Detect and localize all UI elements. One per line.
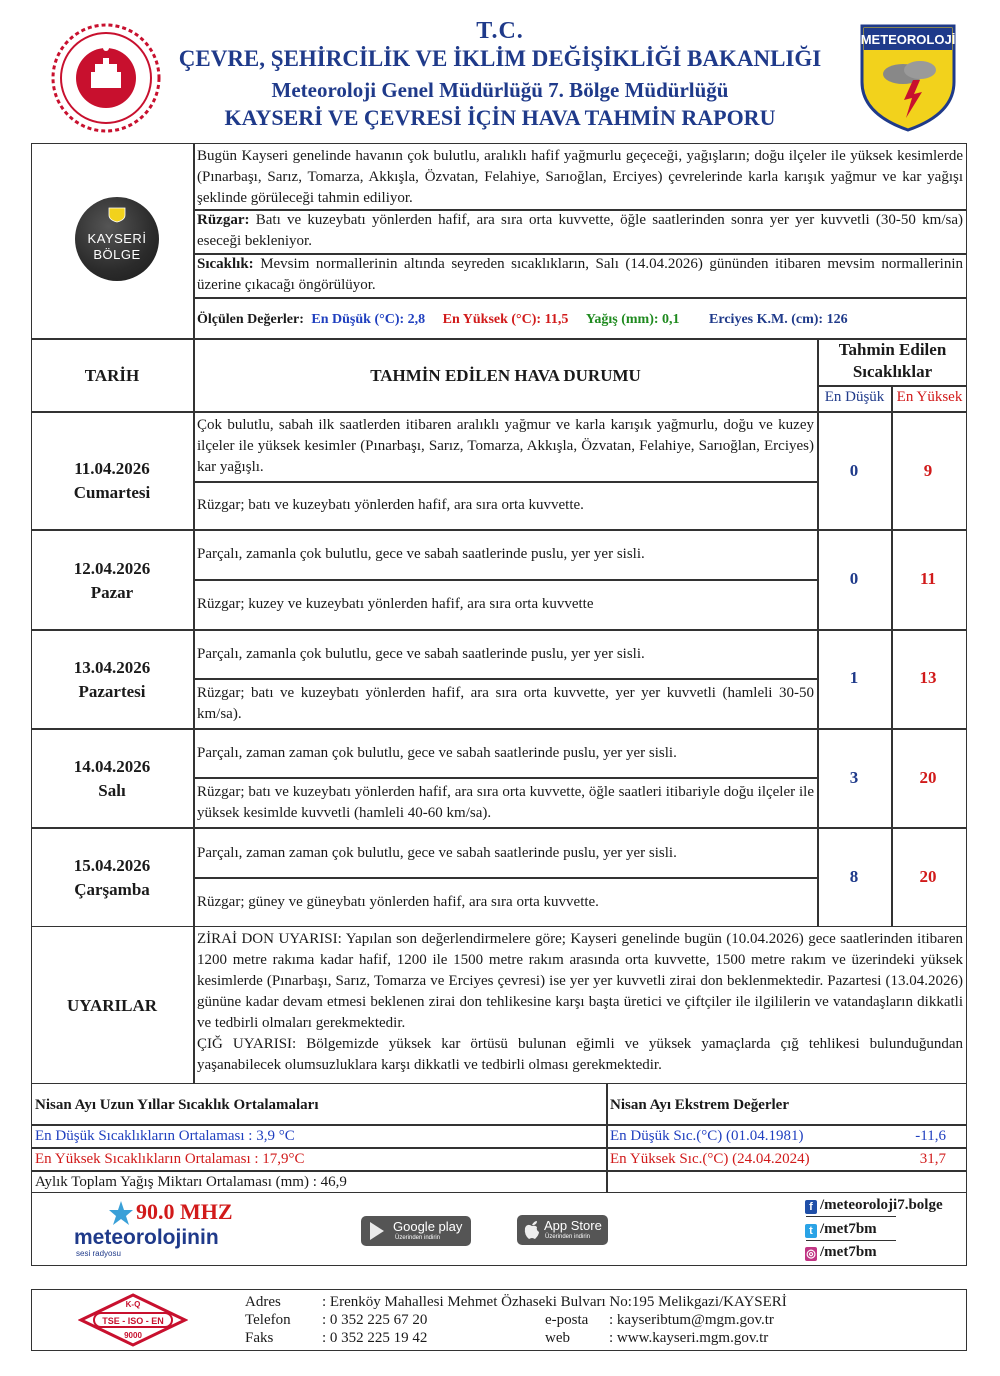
- kayseri-bolge-badge: [75, 197, 159, 281]
- header-tc: T.C.: [476, 18, 524, 44]
- stats-left-title: Nisan Ayı Uzun Yıllar Sıcaklık Ortalamaları: [35, 1097, 319, 1113]
- fax-label: Faks: [245, 1330, 274, 1346]
- summary-general: Bugün Kayseri genelinde havanın çok bulutlu, aralıklı hafif yağmurlu geçeceği, yağışların; doğu ilçeler ile yüksek kesimlerde (Pınarbaşı, Sarız, Tomarza, Akkışla, Özvatan, Felahiye, Sarıoğlan, Erciyes) çevrelerinde karla karışık yağmur ve kar yağışı şeklinde görüleceği tahmin ediliyor.: [197, 148, 963, 206]
- phone-label: Telefon: [245, 1312, 291, 1328]
- day2-weather: Parçalı, zamanla çok bulutlu, gece ve sabah saatlerinde puslu, yer yer sisli.: [197, 546, 645, 562]
- day3-wind: Rüzgar; batı ve kuzeybatı yönlerden hafif, ara sıra orta kuvvette, yer yer kuvvetli (hamleli 30-50 km/sa).: [197, 685, 814, 722]
- app-store-sub: Üzerinden indirin: [545, 1234, 591, 1240]
- day4-wind: Rüzgar; batı ve kuzeybatı yönlerden hafif, ara sıra orta kuvvette, öğle saatleri itibariyle doğu ilçeler ile yüksek kesimlde kuvvetli (hamleli 40-60 km/sa).: [197, 784, 814, 821]
- col-min: En Düşük: [824, 389, 885, 405]
- day5-weather: Parçalı, zaman zaman çok bulutlu, gece ve sabah saatlerinde puslu, yer yer sisli.: [197, 845, 677, 861]
- day3-weather: Parçalı, zamanla çok bulutlu, gece ve sabah saatlerinde puslu, yer yer sisli.: [197, 646, 645, 662]
- day4-date: 14.04.2026: [73, 757, 151, 776]
- google-play-icon: [368, 1221, 386, 1241]
- day3-max: 13: [919, 668, 937, 687]
- measured-max-label: En Yüksek (°C):: [442, 312, 542, 327]
- meteoroloji-logo-text: METEOROLOJİ: [860, 32, 956, 47]
- facebook-icon: f: [805, 1200, 817, 1214]
- stats-right-max-value: 31,7: [919, 1151, 946, 1167]
- day2-max: 11: [919, 569, 937, 588]
- warnings-label: UYARILAR: [66, 996, 158, 1015]
- summary-wind: [197, 210, 963, 252]
- stats-left-rain: Aylık Toplam Yağış Miktarı Ortalaması (mm) : 46,9: [35, 1174, 347, 1190]
- col-forecast: TAHMİN EDİLEN HAVA DURUMU: [370, 366, 641, 385]
- day3-day: Pazartesi: [78, 682, 146, 701]
- stats-right-title: Nisan Ayı Ekstrem Değerler: [610, 1097, 789, 1113]
- badge-line1: KAYSERİ: [87, 231, 147, 246]
- badge-shield-icon: [108, 207, 126, 223]
- stats-right-max-label: En Yüksek Sıc.(°C) (24.04.2024): [610, 1151, 810, 1167]
- google-play-button[interactable]: [361, 1216, 471, 1246]
- ministry-seal-icon: [45, 22, 167, 134]
- header-report-title: KAYSERİ VE ÇEVRESİ İÇİN HAVA TAHMİN RAPORU: [224, 105, 776, 130]
- day1-wind: Rüzgar; batı ve kuzeybatı yönlerden hafif, ara sıra orta kuvvette.: [197, 497, 584, 513]
- summary-temp: [197, 254, 963, 296]
- app-store-button[interactable]: [517, 1215, 608, 1245]
- facebook-handle: /meteoroloji7.bolge: [820, 1197, 943, 1213]
- measured-erciyes: 126: [826, 312, 848, 327]
- day3-date: 13.04.2026: [73, 658, 151, 677]
- fax-value: : 0 352 225 19 42: [322, 1330, 428, 1346]
- day2-min: 0: [849, 569, 859, 588]
- measured-min-label: En Düşük (°C):: [311, 312, 405, 327]
- twitter-link[interactable]: [805, 1221, 877, 1238]
- instagram-handle: /met7bm: [820, 1244, 877, 1260]
- summary-temp-label: Sıcaklık:: [197, 256, 254, 272]
- summary-wind-text: Batı ve kuzeybatı yönlerden hafif, ara sıra orta kuvvette, öğle saatlerinden sonra yer yer kuvvetli (30-50 km/sa) eseceği bekleniyor.: [197, 212, 963, 249]
- star-icon: [108, 1200, 134, 1226]
- day4-min: 3: [849, 768, 859, 787]
- day5-max: 20: [919, 867, 937, 886]
- tse-label: TSE - ISO - EN: [102, 1316, 164, 1326]
- warnings-avalanche: ÇIĞ UYARISI: Bölgemizde yüksek kar örtüsü bulunan eğimli ve yüksek yamaçlarda çığ tehlikesi bulunduğundan yaşanabilecek olumsuzluklara karşı dikkatli ve tedbirli olması gerekmektedir.: [197, 1036, 963, 1073]
- summary-wind-label: Rüzgar:: [197, 212, 250, 228]
- google-play-sub: Üzerinden indirin: [395, 1235, 441, 1241]
- address-label: Adres: [245, 1294, 281, 1310]
- day1-weather: Çok bulutlu, sabah ilk saatlerden itibaren aralıklı yağmur ve karla karışık yağmurlu, doğu ve kuzey ilçeler ile yüksek kesimler (Pınarbaşı, Sarız, Tomarza, Akkışla, Özvatan, Felahiye, Sarıoğlan, Erciyes) kar yağışlı.: [197, 417, 814, 475]
- twitter-icon: t: [805, 1224, 817, 1238]
- apple-icon: [524, 1220, 540, 1240]
- phone-value: : 0 352 225 67 20: [322, 1312, 428, 1328]
- col-date: TARİH: [84, 366, 140, 385]
- day5-wind: Rüzgar; güney ve güneybatı yönlerden hafif, ara sıra orta kuvvette.: [197, 894, 599, 910]
- stats-right-min-value: -11,6: [915, 1128, 946, 1144]
- day5-min: 8: [849, 867, 859, 886]
- address-value: : Erenköy Mahallesi Mehmet Özhaseki Bulvarı No:195 Melikgazi/KAYSERİ: [322, 1294, 787, 1310]
- day3-min: 1: [849, 668, 859, 687]
- summary-temp-text: Mevsim normallerinin altında seyreden sıcaklıkların, Salı (14.04.2026) gününden itibaren mevsim normallerinin üzerine çıkacağı öngörülüyor.: [197, 256, 963, 293]
- report-header: [0, 0, 1000, 140]
- day2-wind: Rüzgar; kuzey ve kuzeybatı yönlerden hafif, ara sıra orta kuvvette: [197, 596, 594, 612]
- tse-bottom: 9000: [124, 1331, 142, 1340]
- stats-right-min-label: En Düşük Sıc.(°C) (01.04.1981): [610, 1128, 804, 1144]
- radio-block[interactable]: [74, 1198, 254, 1260]
- day4-weather: Parçalı, zaman zaman çok bulutlu, gece ve sabah saatlerinde puslu, yer yer sisli.: [197, 745, 677, 761]
- google-play-label: Google play: [393, 1219, 463, 1234]
- col-max: En Yüksek: [896, 389, 963, 405]
- header-directorate: Meteoroloji Genel Müdürlüğü 7. Bölge Müdürlüğü: [271, 78, 729, 102]
- measured-rain: 0,1: [662, 312, 680, 327]
- warnings-frost: ZİRAİ DON UYARISI: Yapılan son değerlendirmelere göre; Kayseri genelinde bugün (10.04.2026) gece saatlerinden itibaren 1200 metre rakıma kadar hafif, 1200 ile 1500 metre rakım arasında orta kuvvette, 1500 metre rakım ve üzerindeki yüksek kesimlerde (Pınarbaşı, Sarız, Tomarza ve Erciyes çevresi) ise yer yer kuvvetli zirai don beklenmektedir. Pazartesi (13.04.2026) gününe kadar devam etmesi beklenen zirai don tehlikesine karşı başta üretici ve çiftçiler ile ilgililerin ve vatandaşların dikkatli ve tedbirli olmaları gerekmektedir.: [197, 931, 963, 1031]
- twitter-handle: /met7bm: [820, 1221, 877, 1237]
- day5-day: Çarşamba: [74, 880, 150, 899]
- measured-values: [197, 309, 963, 330]
- measured-rain-label: Yağış (mm):: [585, 312, 659, 327]
- meteoroloji-logo-icon: [858, 22, 958, 134]
- day2-day: Pazar: [90, 583, 134, 602]
- stats-left-min: En Düşük Sıcaklıkların Ortalaması : 3,9 °C: [35, 1128, 295, 1144]
- measured-label: Ölçülen Değerler:: [197, 312, 304, 327]
- day1-max: 9: [923, 461, 933, 480]
- radio-subtitle: sesi radyosu: [76, 1249, 121, 1258]
- measured-min: 2,8: [407, 312, 426, 327]
- instagram-icon: ◎: [806, 1248, 816, 1260]
- day1-date: 11.04.2026: [74, 459, 150, 478]
- tse-top: K-Q: [125, 1300, 141, 1309]
- day5-date: 15.04.2026: [73, 856, 151, 875]
- facebook-link[interactable]: [805, 1197, 943, 1214]
- web-label: web: [545, 1330, 570, 1346]
- app-store-label: App Store: [544, 1218, 602, 1233]
- measured-max: 11,5: [544, 312, 569, 327]
- tse-iso-seal-icon: [78, 1293, 188, 1347]
- measured-erciyes-label: Erciyes K.M. (cm):: [709, 312, 824, 327]
- badge-line2: BÖLGE: [93, 247, 141, 262]
- col-temps: Tahmin Edilen Sıcaklıklar: [838, 340, 947, 381]
- header-ministry: ÇEVRE, ŞEHİRCİLİK VE İKLİM DEĞİŞİKLİĞİ BAKANLIĞI: [178, 46, 822, 71]
- web-value[interactable]: : www.kayseri.mgm.gov.tr: [609, 1330, 769, 1346]
- day1-min: 0: [849, 461, 859, 480]
- day4-day: Salı: [98, 781, 126, 800]
- email-value[interactable]: : kayseribtum@mgm.gov.tr: [609, 1312, 774, 1328]
- day4-max: 20: [919, 768, 937, 787]
- email-label: e-posta: [545, 1312, 589, 1328]
- day2-date: 12.04.2026: [73, 559, 151, 578]
- day1-day: Cumartesi: [73, 483, 151, 502]
- radio-name: meteorolojinin: [74, 1226, 219, 1249]
- stats-left-max: En Yüksek Sıcaklıkların Ortalaması : 17,9°C: [35, 1151, 305, 1167]
- radio-frequency: 90.0 MHZ: [136, 1199, 233, 1224]
- instagram-link[interactable]: [805, 1244, 877, 1261]
